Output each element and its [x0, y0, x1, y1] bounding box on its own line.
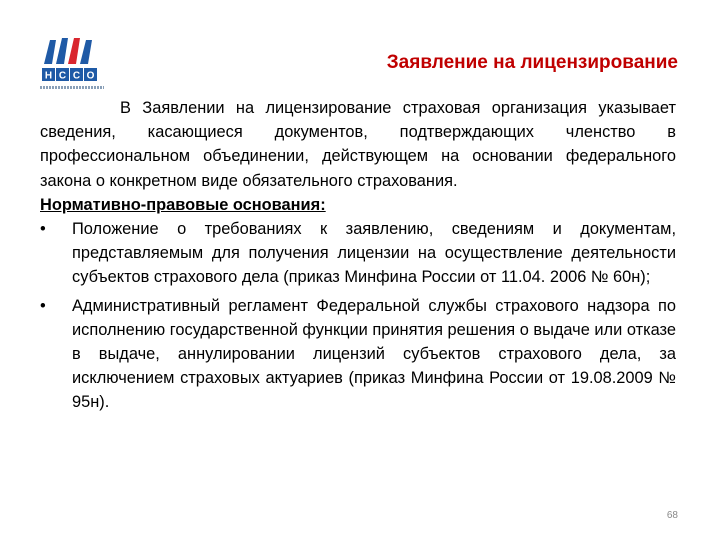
bullet-icon: • — [40, 296, 46, 315]
slide-title: Заявление на лицензирование — [386, 52, 678, 73]
slide-content — [40, 96, 676, 419]
logo-column-2 — [56, 38, 68, 64]
page-number: 68 — [666, 510, 678, 521]
logo-tagline — [40, 86, 104, 89]
logo-letter-4: О — [86, 70, 95, 82]
logo-column-4 — [80, 40, 92, 64]
logo-letter-2: С — [58, 70, 67, 82]
logo-column-1 — [44, 40, 56, 64]
logo-letter-1: Н — [44, 70, 53, 82]
list-item-text: Административный регламент Федеральной службы страхового надзора по исполнению государственной функции принятия решения о выдаче или отказе в выдаче, аннулировании лицензий субъектов страхового дела, за исключением страховых актуариев (приказ Минфина России от 19.08.2009 № 95н). — [72, 296, 676, 412]
legal-basis-list — [40, 217, 676, 415]
bullet-icon: • — [40, 220, 46, 239]
list-item-text: Положение о требованиях к заявлению, сведениям и документам, представляемым для получения лицензии на осуществление деятельности субъектов страхового дела (приказ Минфина России от 11.04. 2006 № 60н); — [72, 220, 676, 287]
nsso-logo — [40, 34, 102, 92]
legal-basis-heading: Нормативно-правовые основания: — [40, 195, 326, 214]
logo-letter-3: С — [72, 70, 81, 82]
list-item — [40, 294, 676, 415]
list-item — [40, 217, 676, 290]
logo-column-3 — [68, 38, 80, 64]
intro-paragraph: В Заявлении на лицензирование страховая организация указывает сведения, касающиеся документов, подтверждающих членство в профессиональном объединении, действующем на основании федерального закона о конкретном виде обязательного страхования. — [40, 99, 676, 190]
nsso-logo-mark — [40, 34, 102, 86]
